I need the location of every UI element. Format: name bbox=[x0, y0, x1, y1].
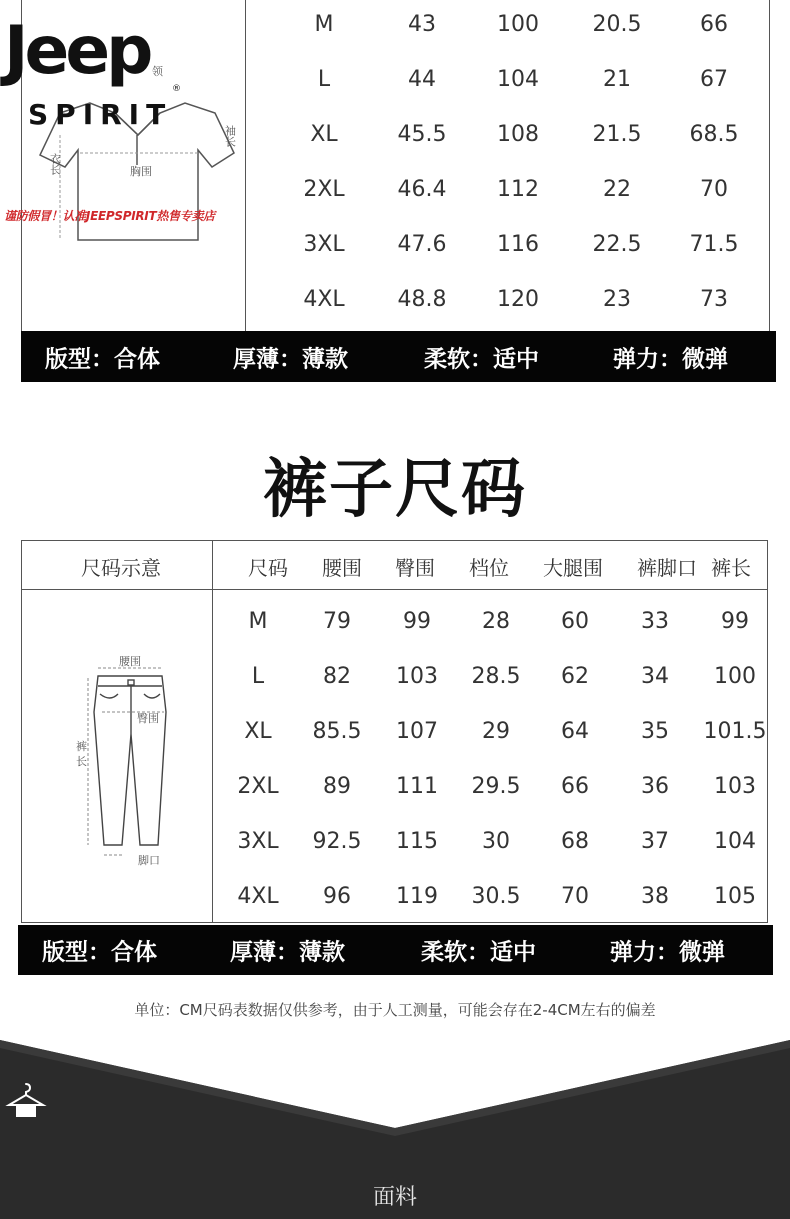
value-cell: 30 bbox=[482, 829, 510, 854]
size-cell: 2XL bbox=[303, 177, 345, 202]
size-cell: 4XL bbox=[303, 287, 345, 312]
value-cell: 44 bbox=[408, 67, 436, 92]
header-length: 裤长 bbox=[711, 556, 751, 580]
size-cell: L bbox=[317, 67, 331, 92]
value-cell: 119 bbox=[396, 884, 438, 909]
fabric-title: 面料 bbox=[372, 1185, 417, 1210]
value-cell: 29 bbox=[482, 719, 510, 744]
value-cell: 92.5 bbox=[312, 829, 362, 854]
value-cell: 28.5 bbox=[471, 664, 521, 689]
value-cell: 28 bbox=[482, 609, 510, 634]
elasticity: 弹力：微弹 bbox=[613, 346, 728, 372]
table-row bbox=[0, 12, 790, 38]
value-cell: 105 bbox=[714, 884, 756, 909]
size-cell: M bbox=[314, 12, 334, 37]
brand-sub-logo: SPIRIT bbox=[28, 98, 173, 131]
size-cell: 2XL bbox=[237, 774, 279, 799]
table-row bbox=[0, 177, 790, 203]
size-cell: 4XL bbox=[237, 884, 279, 909]
table-row bbox=[0, 67, 790, 93]
table-row bbox=[0, 287, 790, 313]
value-cell: 100 bbox=[714, 664, 756, 689]
size-cell: 3XL bbox=[303, 232, 345, 257]
value-cell: 33 bbox=[641, 609, 669, 634]
fit-info-bar bbox=[21, 331, 776, 382]
table-row bbox=[0, 232, 790, 258]
value-cell: 107 bbox=[396, 719, 438, 744]
value-cell: 20.5 bbox=[592, 12, 642, 37]
value-cell: 104 bbox=[714, 829, 756, 854]
value-cell: 22.5 bbox=[592, 232, 642, 257]
table-row bbox=[0, 664, 790, 690]
fit-type: 版型：合体 bbox=[45, 346, 160, 372]
value-cell: 68 bbox=[561, 829, 589, 854]
table-row bbox=[0, 884, 790, 910]
value-cell: 21.5 bbox=[592, 122, 642, 147]
value-cell: 116 bbox=[497, 232, 539, 257]
value-cell: 96 bbox=[323, 884, 351, 909]
value-cell: 67 bbox=[700, 67, 728, 92]
value-cell: 66 bbox=[561, 774, 589, 799]
hem-label: 脚口 bbox=[138, 854, 160, 867]
value-cell: 34 bbox=[641, 664, 669, 689]
value-cell: 23 bbox=[603, 287, 631, 312]
value-cell: 66 bbox=[700, 12, 728, 37]
size-cell: 3XL bbox=[237, 829, 279, 854]
header-hem: 裤脚口 bbox=[637, 556, 697, 580]
table-divider bbox=[21, 589, 768, 590]
header-rise: 档位 bbox=[469, 556, 509, 580]
value-cell: 70 bbox=[561, 884, 589, 909]
value-cell: 103 bbox=[396, 664, 438, 689]
value-cell: 43 bbox=[408, 12, 436, 37]
shirt-length-label: 衣长 bbox=[48, 153, 62, 175]
value-cell: 101.5 bbox=[703, 719, 767, 744]
value-cell: 100 bbox=[497, 12, 539, 37]
length-label-b: 长 bbox=[76, 755, 87, 768]
brand-logo: Jeep bbox=[4, 12, 150, 89]
measurement-note: 单位：CM尺码表数据仅供参考，由于人工测量，可能会存在2-4CM左右的偏差 bbox=[134, 1001, 656, 1019]
value-cell: 47.6 bbox=[397, 232, 447, 257]
value-cell: 103 bbox=[714, 774, 756, 799]
table-row bbox=[0, 122, 790, 148]
table-divider bbox=[245, 0, 246, 331]
value-cell: 46.4 bbox=[397, 177, 447, 202]
value-cell: 111 bbox=[396, 774, 438, 799]
size-cell: M bbox=[248, 609, 268, 634]
size-cell: XL bbox=[244, 719, 272, 744]
table-row bbox=[0, 719, 790, 745]
value-cell: 104 bbox=[497, 67, 539, 92]
value-cell: 99 bbox=[721, 609, 749, 634]
thickness: 厚薄：薄款 bbox=[230, 939, 345, 966]
value-cell: 35 bbox=[641, 719, 669, 744]
value-cell: 108 bbox=[497, 122, 539, 147]
registered-mark: ® bbox=[172, 84, 181, 94]
value-cell: 82 bbox=[323, 664, 351, 689]
value-cell: 68.5 bbox=[689, 122, 739, 147]
softness: 柔软：适中 bbox=[424, 346, 539, 372]
value-cell: 115 bbox=[396, 829, 438, 854]
value-cell: 29.5 bbox=[471, 774, 521, 799]
value-cell: 60 bbox=[561, 609, 589, 634]
value-cell: 36 bbox=[641, 774, 669, 799]
anti-counterfeit-warning: 谨防假冒！认准JEEPSPIRIT热售专卖店 bbox=[4, 209, 215, 223]
header-waist: 腰围 bbox=[322, 556, 362, 580]
fit-type: 版型：合体 bbox=[42, 939, 157, 966]
header-thigh: 大腿围 bbox=[543, 556, 603, 580]
hanger-icon bbox=[6, 1080, 46, 1120]
value-cell: 70 bbox=[700, 177, 728, 202]
value-cell: 22 bbox=[603, 177, 631, 202]
length-label-a: 裤 bbox=[76, 740, 87, 753]
value-cell: 48.8 bbox=[397, 287, 447, 312]
table-row bbox=[0, 774, 790, 800]
thickness: 厚薄：薄款 bbox=[233, 346, 348, 372]
pants-size-title: 裤子尺码 bbox=[263, 453, 527, 527]
value-cell: 120 bbox=[497, 287, 539, 312]
fit-info-bar bbox=[18, 925, 773, 975]
shirt-sleeve-label: 袖长 bbox=[223, 125, 237, 147]
value-cell: 38 bbox=[641, 884, 669, 909]
value-cell: 45.5 bbox=[397, 122, 447, 147]
value-cell: 112 bbox=[497, 177, 539, 202]
value-cell: 64 bbox=[561, 719, 589, 744]
header-hip: 臀围 bbox=[395, 556, 435, 580]
shirt-collar-label: 领 bbox=[152, 65, 163, 78]
table-row bbox=[0, 609, 790, 635]
hip-label: 臀围 bbox=[137, 712, 159, 725]
value-cell: 21 bbox=[603, 67, 631, 92]
value-cell: 99 bbox=[403, 609, 431, 634]
value-cell: 30.5 bbox=[471, 884, 521, 909]
value-cell: 79 bbox=[323, 609, 351, 634]
value-cell: 89 bbox=[323, 774, 351, 799]
size-cell: L bbox=[251, 664, 265, 689]
table-row bbox=[0, 829, 790, 855]
elasticity: 弹力：微弹 bbox=[610, 939, 725, 966]
waist-label: 腰围 bbox=[119, 655, 141, 668]
header-size: 尺码 bbox=[248, 556, 288, 580]
size-cell: XL bbox=[310, 122, 338, 147]
value-cell: 37 bbox=[641, 829, 669, 854]
header-size-diagram: 尺码示意 bbox=[81, 556, 161, 580]
value-cell: 85.5 bbox=[312, 719, 362, 744]
softness: 柔软：适中 bbox=[421, 939, 536, 966]
value-cell: 62 bbox=[561, 664, 589, 689]
value-cell: 71.5 bbox=[689, 232, 739, 257]
shirt-chest-label: 胸围 bbox=[130, 165, 152, 178]
value-cell: 73 bbox=[700, 287, 728, 312]
